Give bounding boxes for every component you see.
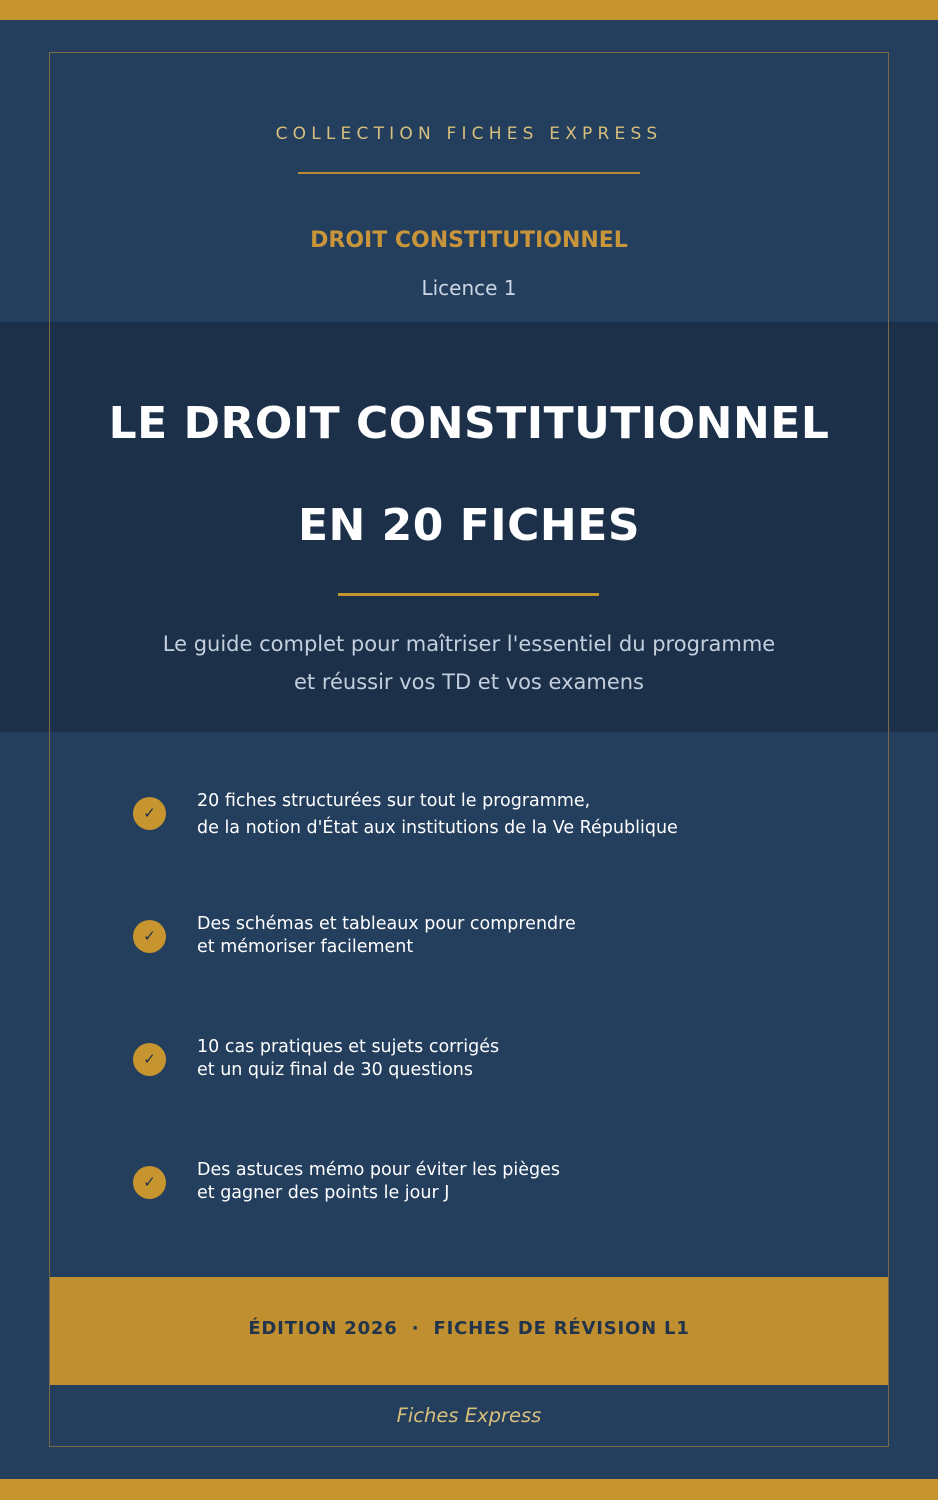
publisher-name: Fiches Express [396,1404,542,1427]
collection-name: COLLECTION FICHES EXPRESS [275,124,663,144]
feature-text [197,1036,817,1082]
top-divider [298,172,640,174]
feature-line2: et mémoriser facilement [197,937,414,957]
main-title-line2: EN 20 FICHES [297,500,641,551]
feature-text [197,788,817,842]
cover-frame [49,52,889,1447]
check-icon: ✓ [133,920,166,953]
feature-line2: de la notion d'État aux institutions de la Ve République [197,818,678,838]
top-gold-bar [0,0,938,20]
check-icon: ✓ [133,1166,166,1199]
bottom-gold-bar [0,1479,938,1500]
main-title-line1: LE DROIT CONSTITUTIONNEL [108,398,830,449]
title-divider [338,593,599,596]
feature-text [197,913,817,959]
feature-line2: et gagner des points le jour J [197,1183,450,1203]
feature-line1: 10 cas pratiques et sujets corrigés [197,1037,500,1057]
feature-line2: et un quiz final de 30 questions [197,1060,474,1080]
level-label: Licence 1 [421,276,517,300]
subject-label: DROIT CONSTITUTIONNEL [310,228,628,253]
feature-text [197,1159,817,1205]
subtitle-line2: et réussir vos TD et vos examens [293,670,645,694]
feature-line1: Des schémas et tableaux pour comprendre [197,914,576,934]
subtitle-line1: Le guide complet pour maîtriser l'essentiel du programme [162,632,776,656]
edition-label: ÉDITION 2026 · FICHES DE RÉVISION L1 [248,1318,690,1339]
check-icon: ✓ [133,1043,166,1076]
check-icon: ✓ [133,797,166,830]
feature-line1: Des astuces mémo pour éviter les pièges [197,1160,560,1180]
feature-line1: 20 fiches structurées sur tout le programme, [197,791,591,811]
